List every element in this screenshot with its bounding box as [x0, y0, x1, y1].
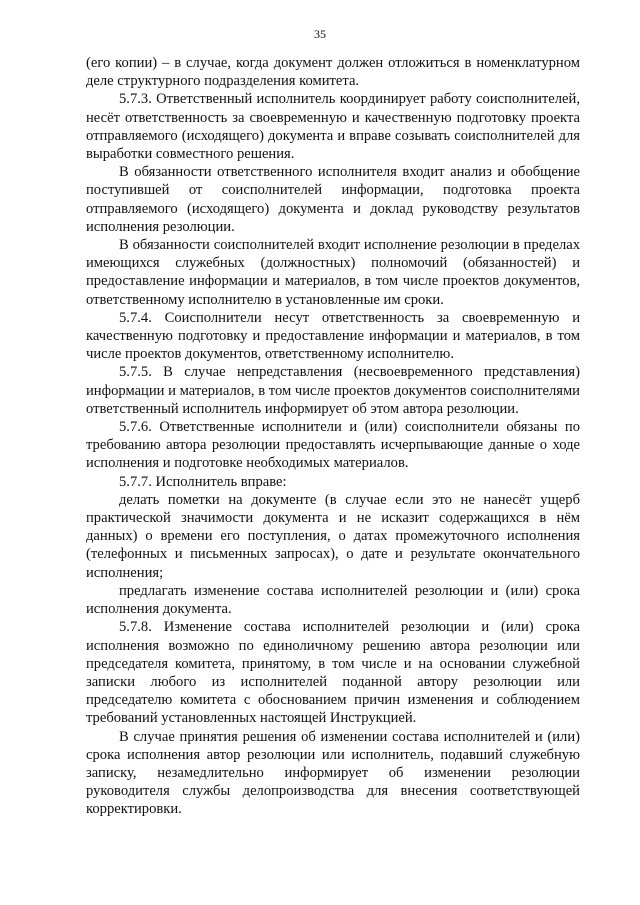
page-number: 35 — [314, 27, 326, 41]
paragraph-5-7-5: 5.7.5. В случае непредставления (несвоевременного представления) информации и материалов, в том числе проектов документов соисполнителями ответственный исполнитель информирует об этом автора резолюции. — [86, 364, 580, 417]
paragraph-executor-right-propose: предлагать изменение состава исполнителей резолюции и (или) срока исполнения документа. — [86, 582, 580, 618]
paragraph-5-7-8: 5.7.8. Изменение состава исполнителей резолюции и (или) срока исполнения возможно по единоличному решению автора резолюции или председателя комитета, принятому, в том числе и на основании служебной записки любого из исполнителей поданной автору резолюции или председателю комитета с обоснованием причин изменения и соблюдением требований установленных настоящей Инструкцией. — [86, 619, 580, 727]
paragraph-continuation: (его копии) – в случае, когда документ должен отложиться в номенклатурном деле структурного подразделения комитета. — [86, 55, 580, 90]
paragraph-decision-notification: В случае принятия решения об изменении состава исполнителей и (или) срока исполнения автор резолюции или исполнитель, подавший служебную записку, незамедлительно информирует об изменении резолюции руководителя службы делопроизводства для внесения соответствующей корректировки. — [86, 728, 580, 818]
paragraph-co-executor-duties: В обязанности соисполнителей входит исполнение резолюции в пределах имеющихся служебных (должностных) полномочий (обязанностей) и предоставление информации и материалов, в том числе проектов документов, ответственному исполнителю в установленные им сроки. — [86, 237, 580, 308]
paragraph-5-7-3: 5.7.3. Ответственный исполнитель координирует работу соисполнителей, несёт ответственность за своевременную и качественную подготовку проекта отправляемого (исходящего) документа и вправе созывать соисполнителей для выработки совместного решения. — [86, 91, 580, 163]
paragraph-5-7-4: 5.7.4. Соисполнители несут ответственность за своевременную и качественную подготовку и предоставление информации и материалов, в том числе проектов документов, ответственному исполнителю. — [86, 309, 580, 363]
paragraph-5-7-7: 5.7.7. Исполнитель вправе: — [119, 473, 287, 490]
paragraph-responsible-executor-duties: В обязанности ответственного исполнителя входит анализ и обобщение поступившей от соисполнителей информации, подготовка проекта отправляемого (исходящего) документа и доклад руководству результатов исполнения резолюции. — [86, 164, 580, 235]
document-body — [86, 54, 580, 819]
paragraph-5-7-6: 5.7.6. Ответственные исполнители и (или) соисполнители обязаны по требованию автора резолюции предоставлять исчерпывающие данные о ходе исполнения и подготовке необходимых материалов. — [86, 419, 580, 472]
paragraph-executor-right-notes: делать пометки на документе (в случае если это не нанесёт ущерб практической значимости документа и не исказит содержащихся в нём данных) о времени его поступления, о датах промежуточного исполнения (телефонных и письменных запросах), о дате и результате окончательного исполнения; — [86, 491, 580, 581]
